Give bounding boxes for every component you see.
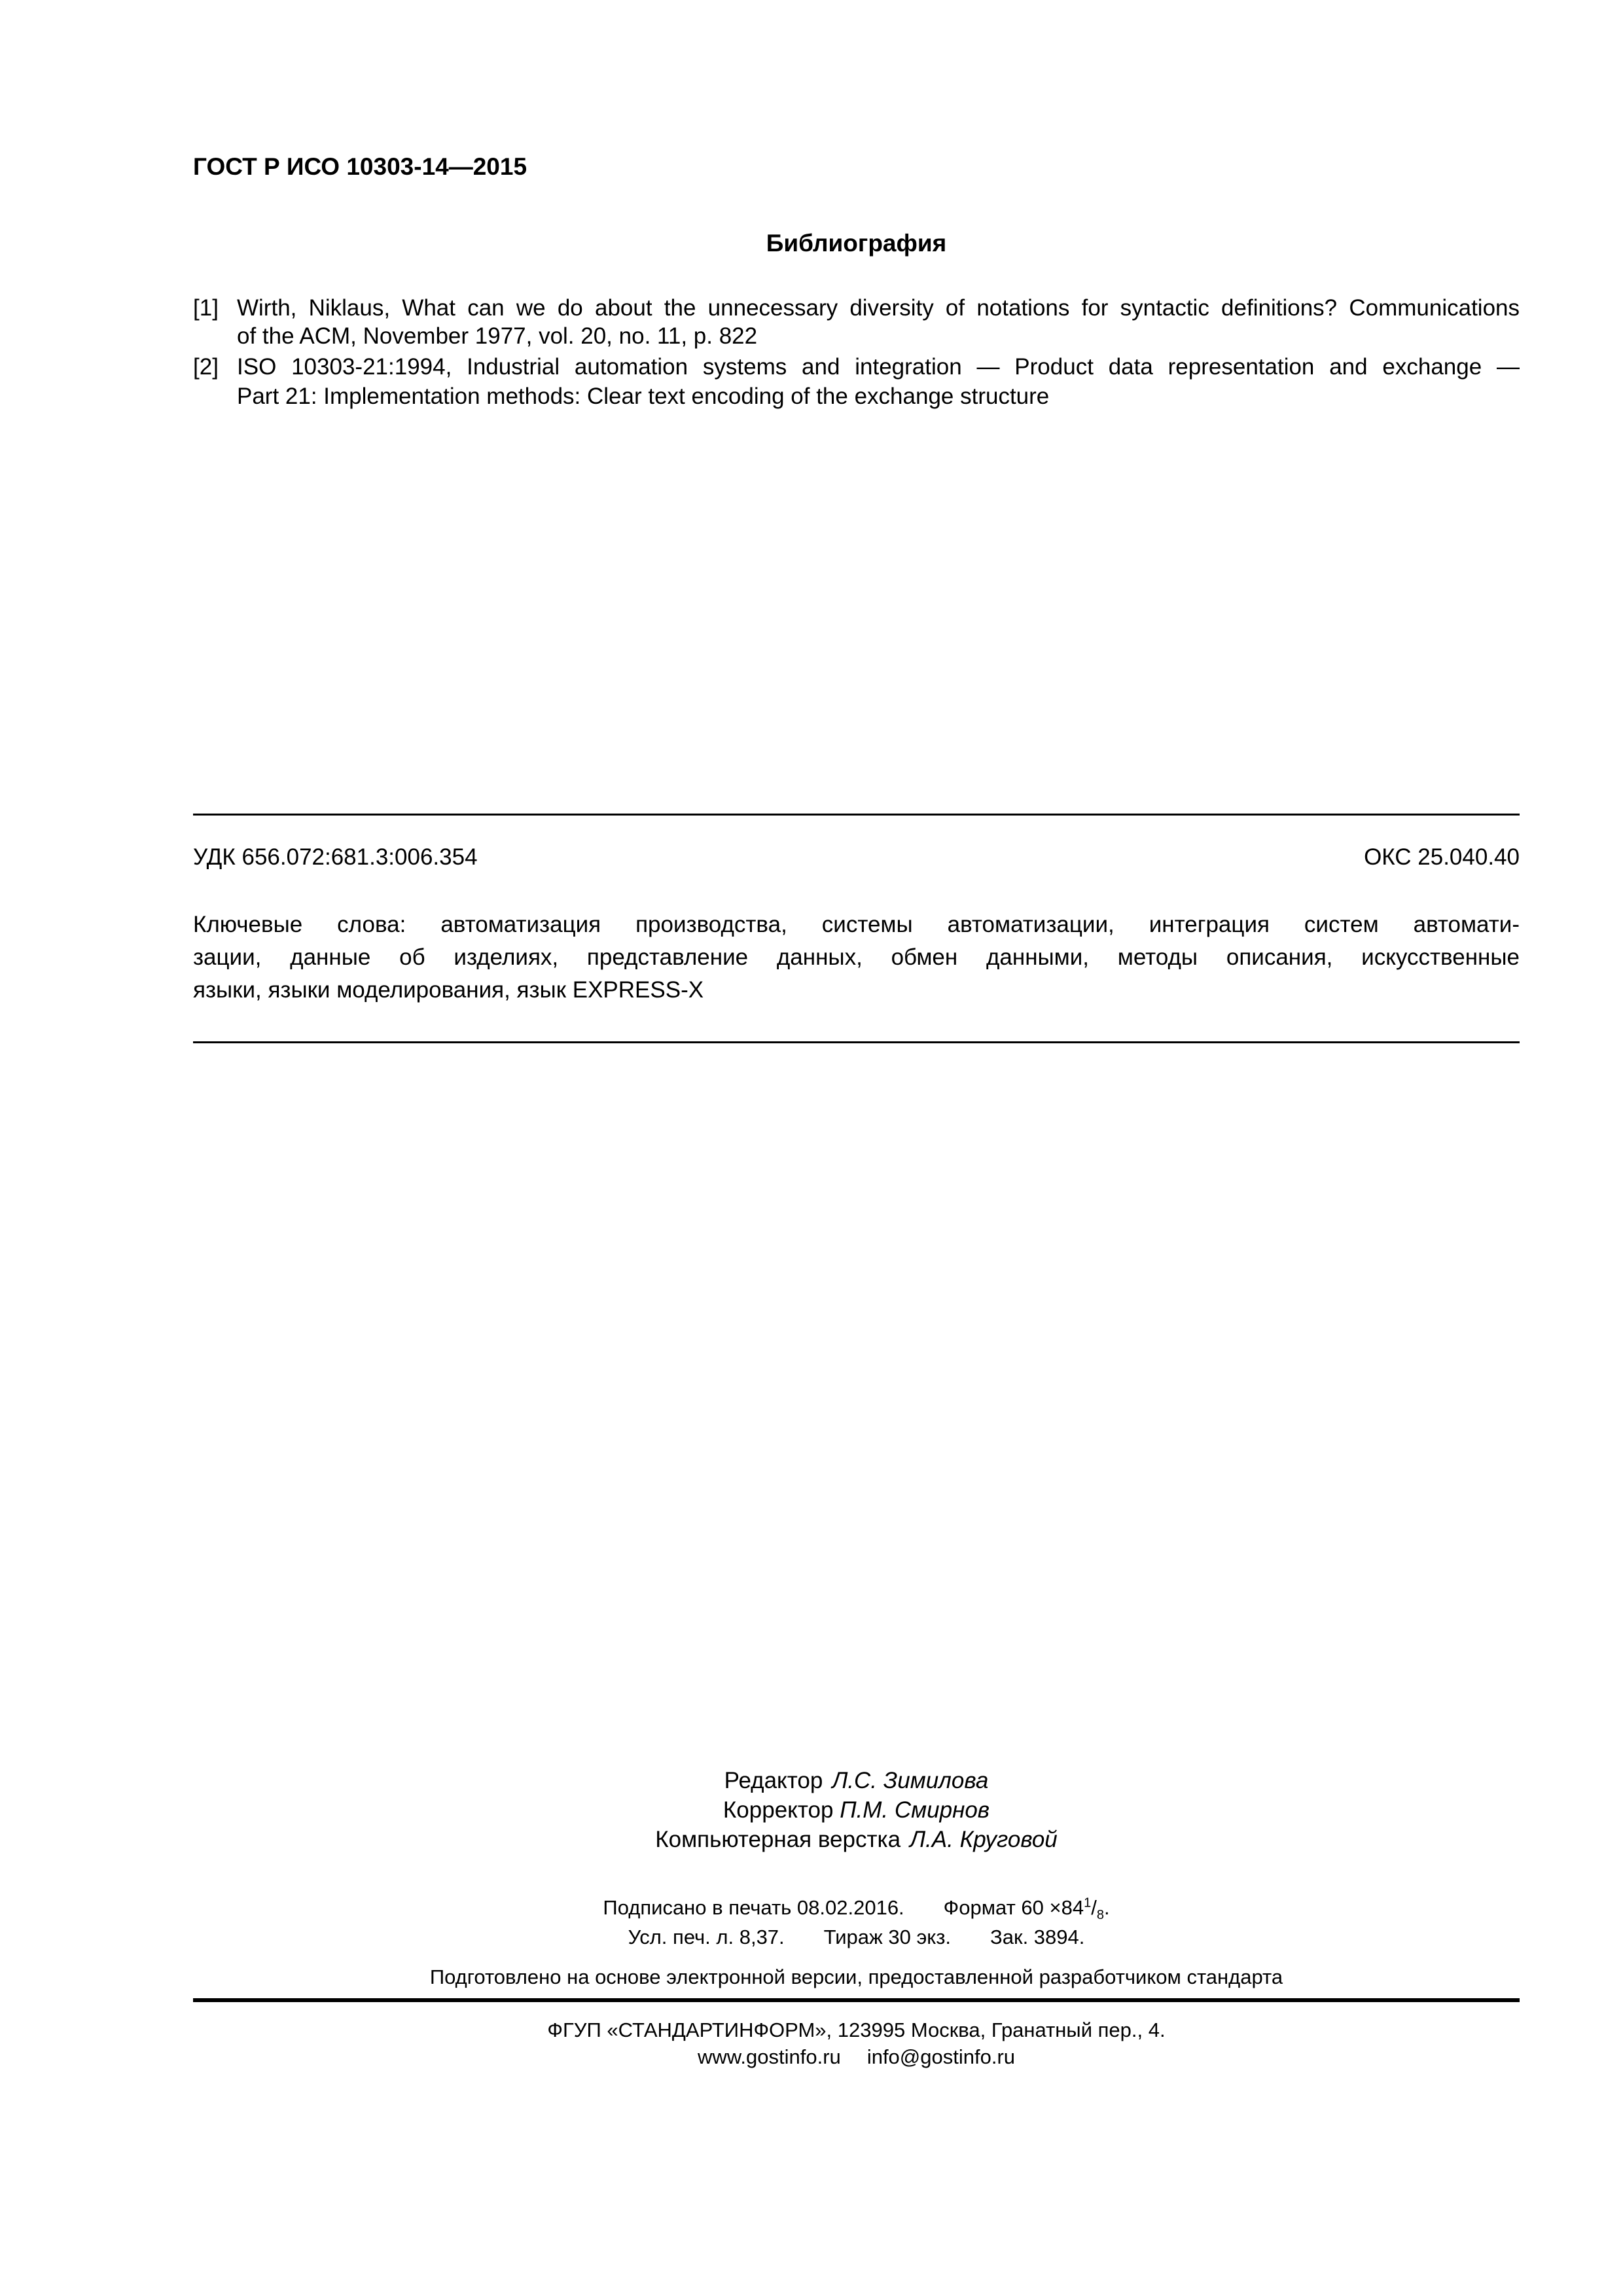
reference-text: ISO 10303-21:1994, Industrial automation systems and integration — Product data representation and exchange — [237,354,1520,380]
reference-text: of the ACM, November 1977, vol. 20, no. 11, p. 822 [237,323,758,349]
reference-text: Wirth, Niklaus, What can we do about the unnecessary diversity of notations for syntactic definitions? Communications [237,295,1520,321]
prepared-note: Подготовлено на основе электронной версии, предоставленной разработчиком стандарта [429,1965,1283,1988]
udk-code: УДК 656.072:681.3:006.354 [193,844,478,870]
corrector-label: Корректор [722,1797,834,1823]
format-numerator: 1 [1084,1895,1092,1910]
keywords-line: зации, данные об изделиях, представление данных, обмен данными, методы описания, искусственные [193,944,1520,970]
imprint-line-2 [193,1923,1520,1952]
website-link[interactable]: www.gostinfo.ru [697,2045,841,2068]
divider [193,814,1520,816]
keywords-line: языки, языки моделирования, язык EXPRESS-X [193,977,704,1003]
email-link[interactable]: info@gostinfo.ru [866,2045,1016,2068]
document-id: ГОСТ Р ИСО 10303-14—2015 [193,153,527,180]
oks-code: ОКС 25.040.40 [1364,844,1520,870]
publisher-address: ФГУП «СТАНДАРТИНФОРМ», 123995 Москва, Гранатный пер., 4. [547,2018,1166,2041]
layout-label: Компьютерная верстка [655,1827,901,1852]
order-number: Зак. 3894. [990,1926,1085,1948]
format: Формат 60 ×84 [943,1896,1084,1919]
editor-name: Л.С. Зимилова [832,1768,989,1793]
reference-number: [1] [193,295,219,321]
reference-number: [2] [193,354,219,380]
divider [193,1041,1520,1043]
editor-credit [193,1767,1520,1795]
format-denominator: 8 [1096,1908,1104,1923]
corrector-name: П.М. Смирнов [840,1797,990,1823]
thick-divider [193,1998,1520,2002]
reference-text: Part 21: Implementation methods: Clear text encoding of the exchange structure [237,384,1050,409]
editor-label: Редактор [724,1768,823,1793]
signed-date: Подписано в печать 08.02.2016. [603,1896,904,1919]
print-run: Тираж 30 экз. [823,1926,952,1948]
corrector-credit [193,1796,1520,1825]
publisher-contacts [193,2043,1520,2072]
layout-name: Л.А. Круговой [910,1827,1058,1852]
keywords-line: Ключевые слова: автоматизация производства, системы автоматизации, интеграция систем автомати- [193,912,1520,937]
layout-credit [193,1825,1520,1854]
imprint-line-1: Подписано в печать 08.02.2016. Формат $60 \times 84^1/_8$. [603,1895,1110,1923]
bibliography-title: Библиография [766,230,947,257]
sheets: Усл. печ. л. 8,37. [628,1926,785,1948]
format-end: . [1103,1896,1110,1919]
